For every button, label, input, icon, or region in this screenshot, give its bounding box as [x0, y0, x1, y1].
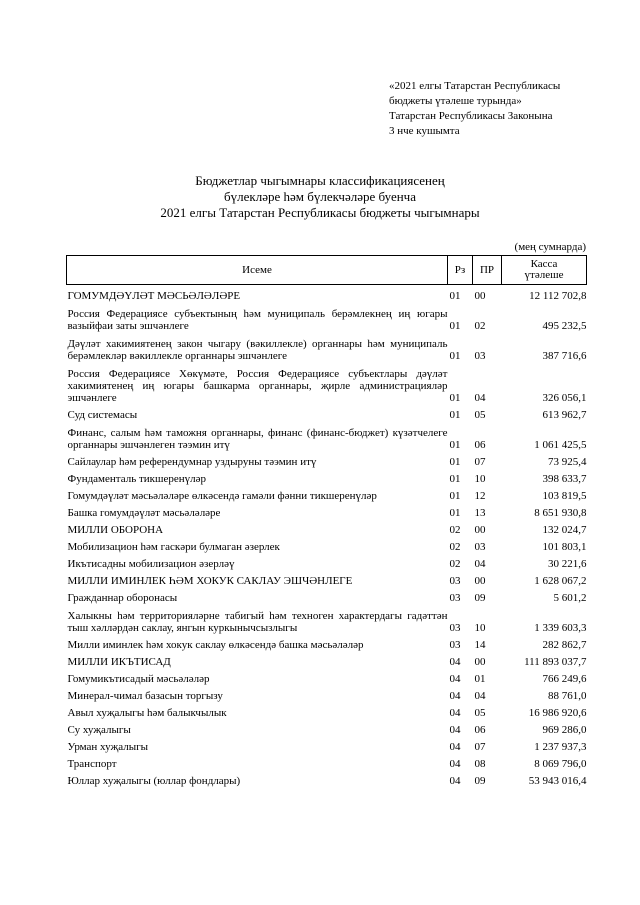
row-rz: 03: [449, 575, 461, 587]
appendix-note: [389, 79, 560, 139]
row-sum: 30 221,6: [548, 558, 587, 570]
expenditure-table: [66, 255, 587, 787]
header-sum-line: Касса: [530, 258, 558, 270]
title-line: Бюджетлар чыгымнары классификациясенең: [195, 173, 445, 188]
appendix-line: 3 нче кушымта: [389, 125, 460, 137]
table-row: [67, 421, 587, 451]
row-name: [67, 668, 448, 685]
table-row: [67, 502, 587, 519]
row-name-text: Фундаменталь тикшеренүләр: [67, 473, 206, 485]
row-name: [67, 302, 448, 332]
table-row: [67, 719, 587, 736]
row-pr: 09: [474, 775, 486, 787]
row-rz: 01: [449, 456, 461, 468]
header-rz: Рз: [448, 256, 473, 285]
row-rz: 04: [449, 707, 461, 719]
table-row: [67, 485, 587, 502]
table-row: [67, 770, 587, 787]
document-title: [0, 173, 640, 221]
row-sum: 495 232,5: [542, 320, 587, 332]
appendix-line: бюджеты үтәлеше турында»: [389, 95, 522, 107]
row-name: [67, 519, 448, 536]
table-row: [67, 753, 587, 770]
row-rz: 03: [449, 622, 461, 634]
row-sum: 16 986 920,6: [528, 707, 587, 719]
row-name: [67, 651, 448, 668]
table-row: [67, 685, 587, 702]
table-row: [67, 468, 587, 485]
row-rz: 01: [449, 290, 461, 302]
row-rz: 01: [449, 439, 461, 451]
appendix-line: «2021 елгы Татарстан Республикасы: [389, 80, 561, 92]
row-name: [67, 719, 448, 736]
row-sum: 53 943 016,4: [528, 775, 587, 787]
row-sum: 1 237 937,3: [534, 741, 587, 753]
row-sum: 12 112 702,8: [529, 290, 587, 302]
row-name-text: МИЛЛИ ИМИНЛЕК ҺӘМ ХОКУК САКЛАУ ЭШЧӘНЛЕГЕ: [67, 575, 353, 587]
table-row: [67, 587, 587, 604]
row-name-text: ГОМУМДӘҮЛӘТ МӘСЬӘЛӘЛӘРЕ: [67, 290, 241, 302]
row-name-text: Башка гомумдәүләт мәсьәләләре: [67, 507, 221, 519]
table-row: [67, 736, 587, 753]
row-name-text: Минерал-чимал базасын торгызу: [67, 690, 223, 702]
row-sum: 1 061 425,5: [534, 439, 587, 451]
table-row: [67, 451, 587, 468]
row-name: [67, 421, 448, 451]
row-rz: 04: [449, 724, 461, 736]
title-line: 2021 елгы Татарстан Республикасы бюджеты чыгымнары: [160, 205, 480, 220]
row-name-text: Сайлаулар һәм референдумнар уздыруны тәэмин итү: [67, 456, 317, 468]
row-sum: 326 056,1: [542, 392, 587, 404]
row-sum: 101 803,1: [542, 541, 587, 553]
row-pr: 06: [474, 439, 486, 451]
row-sum: 1 339 603,3: [534, 622, 587, 634]
row-name: [67, 362, 448, 404]
row-pr: 04: [474, 558, 486, 570]
row-name: [67, 553, 448, 570]
row-sum: 8 651 930,8: [534, 507, 587, 519]
row-sum: 766 249,6: [542, 673, 587, 685]
row-rz: 02: [449, 524, 461, 536]
row-rz: 02: [449, 541, 461, 553]
row-pr: 03: [474, 541, 486, 553]
row-rz: 01: [449, 490, 461, 502]
row-sum: 132 024,7: [542, 524, 587, 536]
row-name: [67, 536, 448, 553]
row-sum: 73 925,4: [548, 456, 587, 468]
row-name: [67, 570, 448, 587]
header-sum-line: үтәлеше: [524, 269, 564, 281]
row-pr: 00: [474, 524, 486, 536]
row-name-text: Финанс, салым һәм таможня органнары, финанс (финанс-бюджет) күзәтчелеге органнары эшчәнлеген тәэмин итү: [67, 427, 448, 451]
header-sum: [502, 256, 587, 285]
header-pr: ПР: [473, 256, 502, 285]
row-name: [67, 753, 448, 770]
row-rz: 01: [449, 320, 461, 332]
row-name-text: Суд системасы: [67, 409, 138, 421]
row-sum: 5 601,2: [553, 592, 587, 604]
table-row: [67, 651, 587, 668]
row-rz: 03: [449, 639, 461, 651]
row-name-text: Авыл хуҗалыгы һәм балыкчылык: [67, 707, 227, 719]
header-name: Исеме: [67, 256, 448, 285]
row-name: [67, 604, 448, 634]
row-name-text: Урман хуҗалыгы: [67, 741, 149, 753]
row-pr: 10: [474, 622, 486, 634]
row-rz: 02: [449, 558, 461, 570]
row-pr: 02: [474, 320, 486, 332]
row-name-text: Мобилизацион һәм гаскәри булмаган әзерлек: [67, 541, 280, 553]
table-row: [67, 536, 587, 553]
row-pr: 00: [474, 575, 486, 587]
row-pr: 05: [474, 707, 486, 719]
row-pr: 00: [474, 656, 486, 668]
table-row: [67, 668, 587, 685]
row-pr: 05: [474, 409, 486, 421]
title-line: бүлекләре һәм бүлекчәләре буенча: [224, 189, 416, 204]
row-pr: 12: [474, 490, 486, 502]
units-note: (мең сумнарда): [514, 241, 586, 253]
row-rz: 01: [449, 473, 461, 485]
appendix-line: Татарстан Республикасы Законына: [389, 110, 553, 122]
row-name-text: Россия Федерациясе Хөкүмәте, Россия Федерациясе субъектлары дәүләт хакимиятенең иң югары башкарма органнары, җирле администрацияләр эшчәнлеге: [67, 368, 448, 404]
row-name: [67, 404, 448, 421]
row-sum: 613 962,7: [542, 409, 587, 421]
row-pr: 13: [474, 507, 486, 519]
row-name-text: Милли иминлек һәм хокук саклау өлкәсендә башка мәсьәләләр: [67, 639, 364, 651]
row-name-text: Икътисадны мобилизацион әзерләү: [67, 558, 235, 570]
row-pr: 04: [474, 690, 486, 702]
row-name: [67, 468, 448, 485]
row-sum: 398 633,7: [542, 473, 587, 485]
row-name-text: Юллар хуҗалыгы (юллар фондлары): [67, 775, 241, 787]
row-name: [67, 736, 448, 753]
table-row: [67, 604, 587, 634]
table-header-row: [67, 256, 587, 285]
table-row: [67, 570, 587, 587]
row-name: [67, 634, 448, 651]
row-name: [67, 502, 448, 519]
table-row: [67, 285, 587, 303]
row-name: [67, 485, 448, 502]
row-name-text: Су хуҗалыгы: [67, 724, 131, 736]
row-pr: 00: [474, 290, 486, 302]
row-sum: 387 716,6: [542, 350, 587, 362]
row-rz: 04: [449, 775, 461, 787]
table-row: [67, 302, 587, 332]
row-name-text: Дәүләт хакимиятенең закон чыгару (вәкиллекле) органнары һәм муниципаль берәмлекләр вәкиллекле органнары эшчәнлеге: [67, 338, 448, 362]
table-row: [67, 332, 587, 362]
row-rz: 01: [449, 409, 461, 421]
table-row: [67, 404, 587, 421]
row-name: [67, 451, 448, 468]
row-pr: 04: [474, 392, 486, 404]
row-name-text: Халыкны һәм территорияләрне табигый һәм техноген характердагы гадәттән тыш хәлләрдән саклау, янгын куркынычсызлыгы: [67, 610, 448, 634]
row-pr: 06: [474, 724, 486, 736]
row-rz: 01: [449, 507, 461, 519]
row-rz: 01: [449, 392, 461, 404]
row-rz: 01: [449, 350, 461, 362]
row-name-text: Гомумдәүләт мәсьәләләре өлкәсендә гамәли фәнни тикшеренүләр: [67, 490, 377, 502]
row-rz: 04: [449, 758, 461, 770]
row-pr: 07: [474, 741, 486, 753]
row-rz: 04: [449, 690, 461, 702]
row-name-text: Транспорт: [67, 758, 117, 770]
row-name: [67, 770, 448, 787]
row-rz: 04: [449, 741, 461, 753]
row-sum: 8 069 796,0: [534, 758, 587, 770]
row-pr: 08: [474, 758, 486, 770]
row-name-text: МИЛЛИ ОБОРОНА: [67, 524, 164, 536]
row-sum: 88 761,0: [548, 690, 587, 702]
row-pr: 03: [474, 350, 486, 362]
row-name: [67, 685, 448, 702]
table-row: [67, 519, 587, 536]
table-row: [67, 702, 587, 719]
row-name: [67, 332, 448, 362]
row-pr: 14: [474, 639, 486, 651]
row-pr: 09: [474, 592, 486, 604]
table-row: [67, 634, 587, 651]
row-rz: 04: [449, 673, 461, 685]
row-sum: 111 893 037,7: [524, 656, 587, 668]
row-name: [67, 587, 448, 604]
table-row: [67, 553, 587, 570]
row-name-text: Гражданнар оборонасы: [67, 592, 178, 604]
row-pr: 01: [474, 673, 486, 685]
row-name: [67, 285, 448, 303]
row-name: [67, 702, 448, 719]
row-rz: 04: [449, 656, 461, 668]
row-pr: 07: [474, 456, 486, 468]
row-pr: 10: [474, 473, 486, 485]
row-name-text: Россия Федерациясе субъектының һәм муниципаль берәмлекнең иң югары вазыйфаи заты эшчәнлеге: [67, 308, 448, 332]
row-sum: 969 286,0: [542, 724, 587, 736]
row-sum: 282 862,7: [542, 639, 587, 651]
row-sum: 103 819,5: [542, 490, 587, 502]
table-row: [67, 362, 587, 404]
row-sum: 1 628 067,2: [534, 575, 587, 587]
row-name-text: МИЛЛИ ИКЪТИСАД: [67, 656, 171, 668]
row-name-text: Гомумикътисадый мәсьәләләр: [67, 673, 210, 685]
row-rz: 03: [449, 592, 461, 604]
